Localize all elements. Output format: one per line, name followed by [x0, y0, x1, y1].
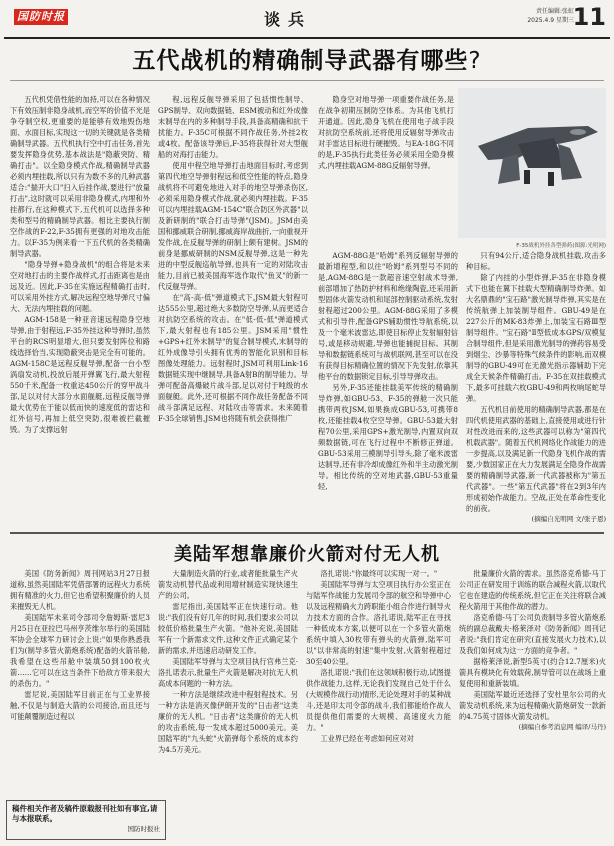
paragraph: 只有94公斤,适合隐身战机挂载,攻击多种目标。: [466, 251, 606, 271]
paragraph: 隐身空对地导弹一项重要作战任务,是在战争初期压制防空体系。为其他飞机打开通道。因此,隐身飞机在使用电子战手段对抗防空系统前,还将使用反辐射导弹攻击对手雷达目标进行硬摧毁。与EA-18G不同的是,F-35执行此类任务必须采用全隐身模式,内埋挂载AGM-88G反辐射导弹。: [318, 95, 454, 170]
notice-text: 稿件相关作者及稿件原载报刊社如有事宜,请与本报联系。: [12, 804, 158, 823]
article1-title: 五代战机的精确制导武器有哪些: [132, 48, 469, 74]
paragraph: AGM-88G是"哈姆"系列反辐射导弹的最新增程型,和以往"哈姆"系列型号不同的是,AGM-88G是一款超音速空射战术导弹,前部增加了热防护材料和绝缘陶瓷,还采用新型固体火箭发动机和尾部控制驱动系统,发射射程超过200公里。AGM-88G采用了多模式和引导件,配备GPS辅助惯性导航系统,以及一个毫米波雷达,即使目标停止发射辐射信号,或是移动规避,导弹也能捕捉目标。其制导和数据链系统可与战机联网,甚至可以在没有获得目标精确位置的情况下先发射,依靠其他平台的数据锁定目标,引导导弹攻击。: [318, 251, 458, 381]
f35-jet-icon: [458, 88, 606, 238]
article2-column-4: [459, 568, 606, 733]
paragraph: 美国陆军导弹与太空项目执行官弗兰克·洛扎诺表示,批量生产火箭是解决对抗无人机高成本问题的一种方法。: [158, 657, 298, 688]
article1-column-2: [158, 94, 308, 424]
article2-column-2: [158, 568, 298, 755]
article1-credit: (摘编自光明网 文/张子恩): [531, 515, 606, 523]
photo-caption: F-35战机外挂各型弹药(图源:光明网): [516, 243, 606, 249]
page-number: 11: [572, 3, 606, 31]
article1-column-3: [318, 250, 458, 492]
paragraph: 洛扎诺说:"你最终可以实现一对一。": [320, 569, 438, 578]
paragraph: 在"高-高-低"弹道模式下,JSM最大射程可达555公里,超过绝大多数防空导弹,从而更适合对抗防空系统的攻击。在"低-低-低"弹道模式下,最大射程也有185公里。JSM采用"惯性+GPS+红外末制导"的复合制导模式,末制导的红外成像导引头拥有优秀的智能化识别和目标图像处理能力。远射程时,JSM可利用Link-16数据链实现中继制导,具备A射B的制导能力。导弹可配备高爆破片战斗部,足以对付于吨级的水面舰艇。此外,还可根据不同作战任务配备不同战斗部满足远程、对陆攻击等需求。未来随着F-35全球销售,JSM也将随有机会获得推广: [158, 293, 308, 423]
issue-date: 2025.4.9 星期三: [527, 17, 574, 24]
copyright-notice: [6, 800, 166, 840]
paragraph: 据格莱泽说,新型5英寸(约合12.7厘米)火箭具有模块化有效载荷,制导管可以在战场上重复使用和重新装填。: [459, 657, 606, 688]
paragraph: 雷尼指出,美国陆军正在快速行动。他说:"我们没有好几年的时间,我们要求公司以较低价格批量生产火箭。"他补充说,美国陆军有一个新需求文件,这种文件正式确定某个新的需求,并迅速启动研发工作。: [158, 602, 298, 655]
article1-title-mark: ?: [468, 48, 482, 74]
paragraph: 另外,F-35还能挂载美军传统的精确制导炸弹,如GBU-53、F-35的弹舱一次只能携带两枚JSM,如果换成GBU-53,可携带8枚,还能挂载4枚空空导弹。GBU-53最大射程70公里,采用GPS+激光制导,内置双向双频数据链,可在飞行过程中不断修正弹道。GBU-53采用三模制导引导头,除了毫米波雷达制导,还有非冷却成像红外和半主动激光制导。相比传统的空对地武器,GBU-53重量轻,: [318, 383, 458, 491]
paragraph: "隐身导弹+隐身战机"的组合将是未来空对地打击的主要作战样式,打击距离也是由远及近。因此,F-35在实施远程精确打击时,可以采用外挂方式,解决远程空地导弹尺寸偏大、无法内埋挂载的问题。: [10, 260, 150, 313]
article1-column-3-top: [318, 94, 454, 171]
article2-credit: (摘编自参考消息网 编译/马丹): [518, 723, 606, 731]
paragraph: 除了内挂的小型炸弹,F-35在非隐身模式下也能在翼下挂载大型精确制导炸弹。如大名鼎鼎的"宝石路"激光制导炸弹,其实是在传统航弹上加装制导组件。GBU-49是在227公斤的MK-83炸弹上,加装宝石路Ⅲ型制导组件。"宝石路"Ⅱ型低成本GPS/双模复合制导组件,但是采用激光制导的弹药容易受到烟尘、沙暴等特殊气候条件的影响,而双模制导的GBU-49可在无激光指示器辅助下完成全天候条件精确打击。F-35在双挂载模式下,最多可挂载六枚GBU-49和两枚响尾蛇导弹。: [466, 273, 606, 403]
paragraph: 批量廉价火箭的需求。虽然洛克希德-马丁公司正在研发用于训练的联合减程火箭,以取代它也在建造的传统系统,但它正在关注将联合减程火箭用于其他作战的潜力。: [459, 569, 606, 611]
paragraph: 雷尼说,美国陆军目前正在与工业界接触,不仅是与制造大箭的公司接洽,而且还与可能颠覆制造过程以: [10, 690, 150, 721]
notice-org: 国防时报社: [127, 825, 160, 833]
article2-column-3: [306, 568, 451, 744]
section-divider: [10, 532, 604, 534]
issue-meta: [527, 7, 574, 25]
paragraph: 五代机凭借性能的加持,可以在各种情况下有效压制非隐身战机,而空军的价值不光是争夺制空权,更重要的是能够有效地毁伤地面、水面目标,实现这一切的关键就是各类精确制导武器。五代机执行空中打击任务,首先要发挥隐身优势,基本战法是"隐蔽突防、精确打击"。以全隐身模式作战,精确制导武器必须内埋挂载,所以只有为数不多的几种武器适合:"揣开大口"扫入后挂作战,要进行"放量打击",这时就可以采用非隐身模式,内埋和外挂都行,在这种模式下,五代机可以选择多种类和型号的精确制导武器。相比主要执行制空作战的F-22,F-35拥有更强的对地攻击能力。以F-35为例来看一下五代机的各类精确制导武器。: [10, 95, 150, 258]
editor-credit: 责任编辑:张虹: [535, 8, 574, 15]
paragraph: 美国《防务新闻》周刊网站3月27日报道称,虽然美国陆军凭借部署的远程火力系统拥有精准的火力,但它也希望积聚廉价的人员来摧毁无人机。: [10, 569, 150, 611]
paragraph: AGM-158是一种亚音速远程隐身空地导弹,由于射程远,F-35外挂这种导弹时,虽然平台的RCS明显增大,但只要发射阵位和路线选择恰当,实现隐蔽突击是完全有可能的。AGM-158C是远程反舰导弹,配备一台小型涡扇发动机,投放后展开弹翼飞行,最大射程550千米,配备一枚重达450公斤的穿甲战斗部,足以对付大部分水面舰艇,远程反舰导弹最大优势在于能以低而快的速度低的雷达和红外信号,再加上低空突防,很难被拦截摧毁。为了支撑远射: [10, 315, 150, 434]
paragraph: 程,远程反舰导弹采用了包括惯性制导、GPS制导、双向数据链、ESM被动和红外成像末制导在内的多种制导手段,具备高精确和抗干扰能力。F-35C可根据不同作战任务,外挂2枚或4枚。配备该导弹后,F-35将获得针对大型舰船的对海打击能力。: [158, 95, 308, 159]
paragraph: 美国陆军导弹与太空项目执行办公室正在与陆军作战能力发展司令部的航空和导弹中心以及远程精确火力跨职能小组合作进行制导火力技术方面的合作。洛扎诺说,陆军正在寻找一种低成本方案,以便可以在一个多管火箭炮系统中填入30枚带有弹头的火箭弹,陆军可以"以非常高的射速"集中发射,火箭射程超过30至40公里。: [306, 580, 451, 666]
paragraph: 洛克希德-马丁公司负责制导多管火箭炮系统的副总裁戴夫·格莱泽对《防务新闻》周刊记者说:"我们肯定在研究(直接发展火力技术),以及我们如何成为这一方面的竞争者。": [459, 613, 606, 655]
article1-headline: [0, 42, 614, 75]
paragraph: 五代机目前使用的精确制导武器,都是在四代机使用武器的基础上,直接使用或进行针对性改进而来的,这些武器可以称为"第四代机载武器"。随着五代机网络化作战能力的进一步提高,以及满足新一代隐身飞机作战的需要,少数国家正在大力发展满足全隐身作战需要的精确制导武器,新一代武器被称为"第五代武器"。一些"第五代武器"将在2到3年内形成初始作战能力。空战,正处在革命性变化的前夜。: [466, 405, 606, 513]
paragraph: 洛扎诺说:"我们在这领域积极行动,试图提供作战能力,这样,无论我们发现自己处于什么(大规模作战行动)情形,无论处理对手的某种战斗,还是印太司令部的战斗,我们都能给作战人员提供他们需要的大规模、高速度火力能力。": [306, 668, 451, 732]
article1-column-1: [10, 94, 150, 435]
article2-headline: 美陆军想靠廉价火箭对付无人机: [174, 544, 440, 565]
paragraph: 美国陆军最近还选择了安杜里尔公司的火箭发动机系统,来为远程精确火箭炮研发一款新的4.75英寸固体火箭发动机。: [459, 690, 606, 721]
section-title: 谈兵: [264, 10, 313, 29]
paragraph: 一种方法是继续改进中程射程技术。另一种方法是消灭像伊朗开发的"日击者"这类廉价的无人机。"日击者"这类廉价的无人机的攻击系统,每一发成本超过5000美元。美国陆军的"九头蛇"火箭弹每个系统的成本约为4.5万美元。: [158, 690, 298, 754]
paragraph: 使用中程空地导弹打击地面目标时,考虑到第四代地空导弹射程远和低空性能的特点,隐身战机将不可避免地进入对手的地空导弹杀伤区,必须采用隐身模式作战,就必须内埋挂载。F-35可以内埋挂载AGM-154C"联合防区外武器"以及新研制的"联合打击导弹"(JSM)。JSM由美国和挪威联合研制,挪威海岸战曲折,一向重视开发作战,在反舰导弹的研制上颇有建树。JSM的前身是挪威研制的NSM反舰导弹,这是一种先进的中型反舰巡航导弹,也具有一定的对陆攻击能力,目前已被美国海军选作取代"鱼叉"的新一代反舰导弹。: [158, 161, 308, 291]
article1-column-4: [466, 250, 606, 525]
paragraph: 大量制造火箭的行业,或者能批量生产火箭发动机替代品或利用增材制造实现快速生产的公司。: [158, 569, 298, 600]
newspaper-logo: 国防时报: [14, 9, 68, 25]
masthead: [4, 3, 610, 39]
divider: [10, 80, 604, 81]
paragraph: 美国陆军未来司令部司令詹姆斯·雷尼3月25日在亚拉巴马州亨茨维尔举行的美国陆军协会全球军力研讨会上说:"如果你熟悉我们为(制导多管火箭炮系统)配备的火箭吊舱,我希望在这些吊舱中装填50到100枚火箭……它可以在这当条件下给敌方带来很大的杀伤力。": [10, 613, 150, 688]
paragraph: 工业界已经在考虑如何应对对: [320, 734, 414, 743]
aircraft-photo: [458, 88, 606, 238]
article2-column-1: [10, 568, 150, 722]
